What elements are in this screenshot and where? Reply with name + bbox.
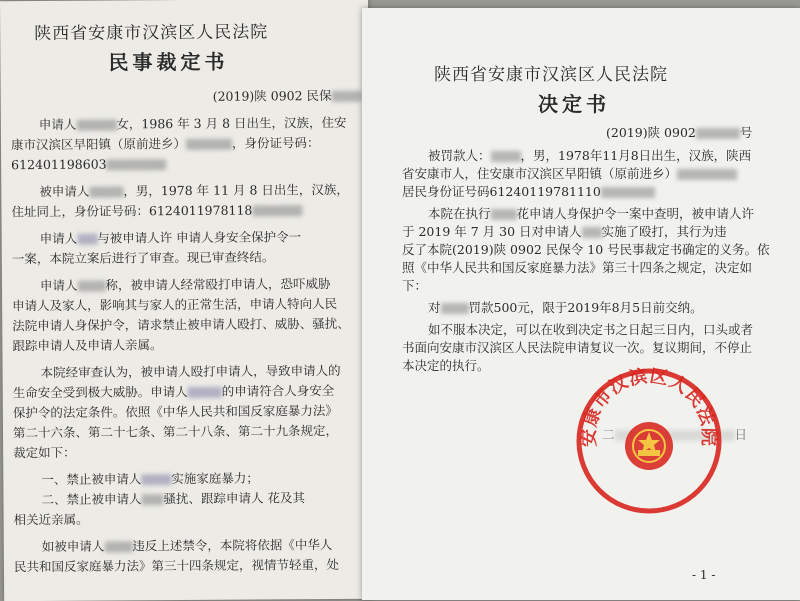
text-line: 民共和国反家庭暴力法》第三十四条规定，视情节轻重，处 xyxy=(13,556,340,575)
text-line: 如被申请人 违反上述禁令，本院将依据《中华人 xyxy=(41,536,333,555)
text-line: 对 罚款500元，限于2019年8月5日前交纳。 xyxy=(428,300,703,315)
page-number: - 1 - xyxy=(692,568,716,582)
text-line: 申请人及家人，影响其与家人的正常生活，申请人特向人民 xyxy=(12,295,338,314)
text-line: 书面向安康市汉滨区人民法院申请复议一次。复议期间，不停止 xyxy=(402,340,753,355)
seal-text: 安康市汉滨区人民法院 xyxy=(578,366,720,448)
text-line: 省安康市人，住安康市汉滨区早阳镇（原前进乡） xyxy=(402,167,737,181)
text-line: 申请人 与被申请人许 申请人身安全保护令一 xyxy=(39,229,302,247)
text-line: 照《中华人民共和国反家庭暴力法》第三十四条之规定，决定如 xyxy=(402,260,753,275)
text-line: 下： xyxy=(402,278,428,293)
text-line: 一案，本院立案后进行了审查。现已审查终结。 xyxy=(11,249,275,267)
document-title: 决定书 xyxy=(538,92,610,116)
text-line: 于 2019 年 7 月 30 日对申请人 实施了殴打，其行为违 xyxy=(402,224,727,239)
text-line: 第二十六条、第二十七条、第二十八条、第二十九条规定， xyxy=(12,422,339,441)
text-line: 申请人 女，1986 年 3 月 8 日出生，汉族，住安 xyxy=(38,114,347,133)
text-line: 保护令的法定条件。依照《中华人民共和国反家庭暴力法》 xyxy=(12,402,338,421)
text-line: 跟踪申请人及申请人亲属。 xyxy=(12,337,163,354)
court-seal xyxy=(574,366,724,516)
text-line: 裁定如下： xyxy=(13,444,76,461)
case-number: (2019)陕 0902 号 xyxy=(606,125,753,140)
text-line: 被罚款人： ，男，1978年11月8日出生，汉族，陕西 xyxy=(428,148,752,163)
text-line: 612401198603 xyxy=(11,157,167,172)
left-document-page xyxy=(0,0,372,601)
court-name-heading: 陕西省安康市汉滨区人民法院 xyxy=(34,22,269,45)
text-line: 本院在执行 花申请人身保护令一案中查明，被申请人许 xyxy=(428,206,755,221)
text-line: 申请人 称，被申请人经常殴打申请人，恐吓威胁 xyxy=(39,275,331,294)
text-line: 法院申请人身保护令，请求禁止被申请人殴打、威胁、骚扰、 xyxy=(12,315,350,334)
text-line: 本决定的执行。 xyxy=(402,358,490,373)
national-emblem-icon xyxy=(625,422,673,470)
text-line: 住址同上，身份证号码：6124011978118 xyxy=(11,203,302,219)
text-line: 反了本院(2019)陕 0902 民保令 10 号民事裁定书确定的义务。依 xyxy=(402,242,770,257)
case-number: (2019)陕 0902 民保 xyxy=(213,89,374,104)
court-name-heading: 陕西省安康市汉滨区人民法院 xyxy=(434,65,668,85)
text-line: 居民身份证号码61240119781110 xyxy=(402,185,655,199)
text-line: 一、禁止被申请人 实施家庭暴力； xyxy=(41,470,259,488)
text-line: 本院经审查认为，被申请人殴打申请人，导致申请人的 xyxy=(40,362,341,381)
text-line: 生命安全受到极大威胁。申请人 的申请符合人身安全 xyxy=(12,382,335,401)
document-title: 民事裁定书 xyxy=(108,49,229,75)
right-document-page xyxy=(362,8,800,600)
text-line: 如不服本决定，可以在收到决定书之日起三日内，口头或者 xyxy=(428,322,754,337)
text-line: 相关近亲属。 xyxy=(13,511,89,528)
text-line: 二、禁止被申请人 骚扰、跟踪申请人 花及其 xyxy=(41,490,306,508)
text-line: 被申请人 ，男，1978 年 11 月 8 日出生，汉族， xyxy=(39,181,349,200)
date-line: 二 日 xyxy=(602,427,748,442)
text-line: 康市汉滨区早阳镇（原前进乡） ，身份证号码： xyxy=(10,135,320,153)
